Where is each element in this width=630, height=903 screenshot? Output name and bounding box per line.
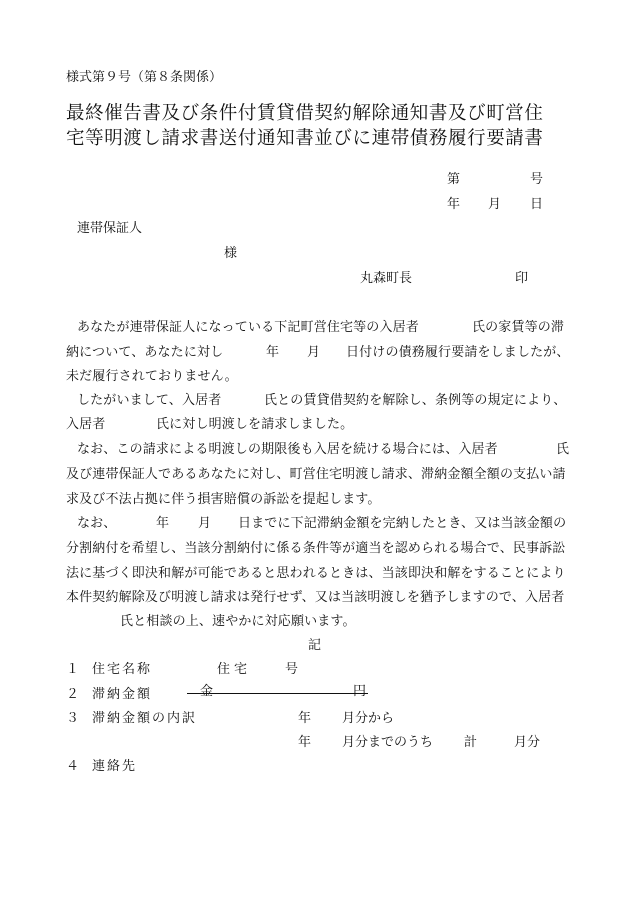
item-2-kin: 金: [200, 684, 214, 699]
date-year: 年: [447, 197, 461, 212]
p1-line1-a: あなたが連帯保証人になっている下記町営住宅等の入居者: [77, 320, 419, 335]
recipient-sama: 様: [224, 246, 238, 261]
item-3-to-year: 年: [298, 735, 312, 750]
p2-line2-a: 入居者: [66, 417, 106, 432]
p4-line4: 本件契約解除及び明渡し請求は発行せず、又は当該明渡しを猶予しますので、入居者: [66, 590, 565, 605]
item-3-number: ３: [66, 711, 80, 726]
p4-line1-a: なお、: [77, 516, 117, 531]
p2-line2-b: 氏に対し明渡しを請求しました。: [156, 417, 354, 432]
p3-line2: 及び連帯保証人であるあなたに対し、町営住宅明渡し請求、滞納金額全額の支払い請: [66, 467, 566, 482]
item-1-go: 号: [285, 662, 299, 677]
p1-line1-b: 氏の家賃等の滞: [472, 320, 565, 335]
item-1-number: １: [66, 662, 80, 677]
form-number: 様式第９号（第８条関係）: [66, 70, 223, 85]
date-month: 月: [488, 197, 502, 212]
p1-line2-year: 年: [266, 345, 280, 360]
item-1-jutaku: 住宅: [217, 662, 252, 677]
item-2-label: 滞納金額: [92, 687, 153, 702]
p2-line1-a: したがいまして、入居者: [77, 393, 222, 408]
title-line-1: 最終催告書及び条件付賃貸借契約解除通知書及び町営住: [66, 103, 544, 124]
ki-heading: 記: [308, 638, 322, 653]
item-3-from-year: 年: [298, 711, 312, 726]
title-line-2: 宅等明渡し請求書送付通知書並びに連帯債務履行要請書: [66, 128, 544, 149]
p4-line3: 法に基づく即決和解が可能であると思われるときは、当該即決和解をすることにより: [66, 566, 566, 581]
item-4-number: ４: [66, 759, 80, 774]
amount-underline: [187, 693, 368, 694]
document-title: [66, 101, 544, 151]
p1-line2-d: 日付けの債務履行要請をしましたが、: [346, 345, 570, 360]
p3-line1-b: 氏: [556, 442, 570, 457]
item-3-total-months: 月分: [514, 735, 541, 750]
item-3-from-month: 月分から: [342, 711, 395, 726]
p1-line2-a: 納について、あなたに対し: [66, 345, 224, 360]
item-3-to-month: 月分までのうち: [342, 735, 434, 750]
item-1-label: 住宅名称: [92, 662, 153, 677]
p4-line1-month: 月: [198, 516, 212, 531]
doc-number-dai: 第: [447, 172, 461, 187]
p4-line1-d: 日までに下記滞納金額を完納したとき、又は当該金額の: [238, 516, 567, 531]
p2-line1-b: 氏との賃貸借契約を解除し、条例等の規定により、: [264, 393, 567, 408]
p1-line3: 未だ履行されておりません。: [66, 369, 238, 384]
p4-line1-year: 年: [156, 516, 170, 531]
item-2-number: ２: [66, 687, 80, 702]
p4-line2: 分割納付を希望し、当該分割納付に係る条件等が適当を認められる場合で、民事訴訟: [66, 541, 566, 556]
item-3-label: 滞納金額の内訳: [92, 711, 198, 726]
recipient-label: 連帯保証人: [77, 221, 143, 236]
item-3-total-label: 計: [464, 735, 478, 750]
p1-line2-month: 月: [307, 345, 321, 360]
item-2-en: 円: [353, 684, 367, 699]
item-4-label: 連絡先: [92, 759, 138, 774]
date-day: 日: [530, 197, 544, 212]
doc-number-go: 号: [530, 172, 544, 187]
p3-line3: 求及び不法占拠に伴う損害賠償の訴訟を提起します。: [66, 492, 381, 507]
seal-mark: 印: [515, 271, 529, 286]
p4-line5: 氏と相談の上、速やかに対応願います。: [120, 614, 356, 629]
sender-name: 丸森町長: [360, 271, 413, 286]
p3-line1-a: なお、この請求による明渡しの期限後も入居を続ける場合には、入居者: [77, 442, 498, 457]
